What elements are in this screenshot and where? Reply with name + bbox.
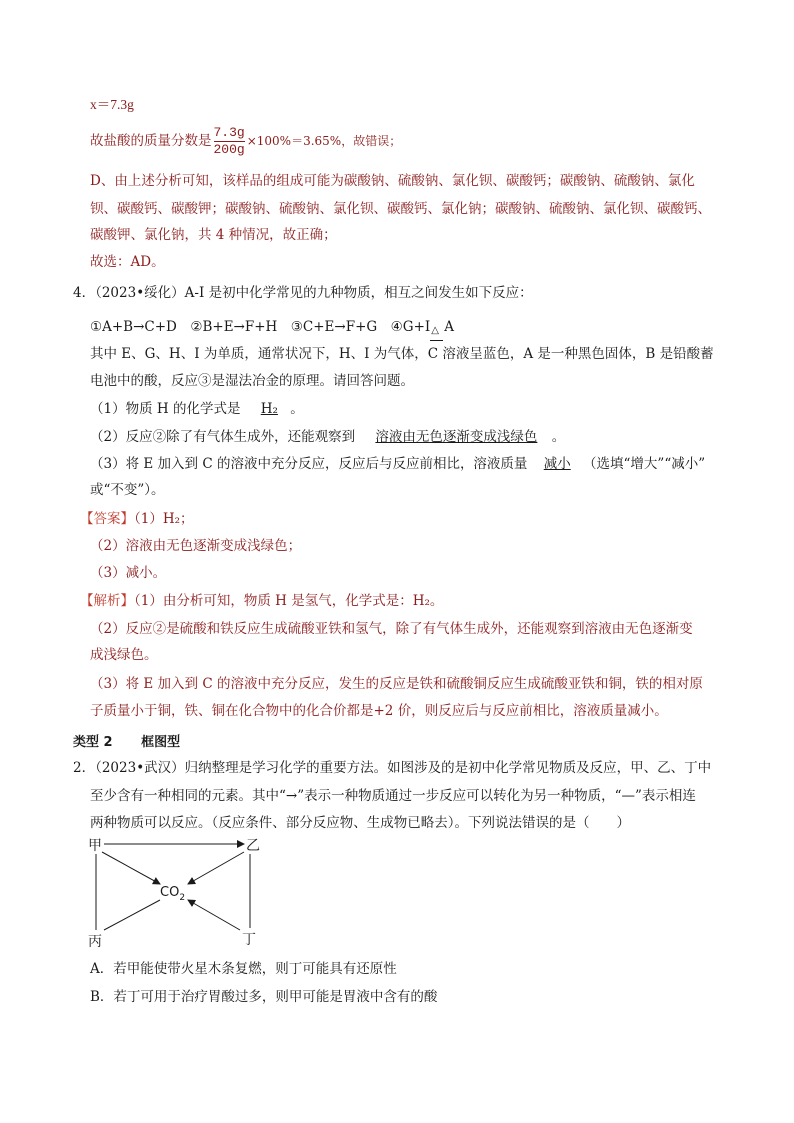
q4-reactions (90, 318, 454, 336)
section-name: 框图型 (141, 735, 181, 750)
answer-1: （1）H₂； (134, 511, 194, 527)
q4-sub1-answer: H₂ (260, 401, 278, 417)
analysis-2a: （2）反应②是硫酸和铁反应生成硫酸亚铁和氢气，除了有气体生成外，还能观察到溶液由无色逐渐变 (90, 621, 693, 637)
q4-sub1-prompt: （1）物质 H 的化学式是 (90, 401, 241, 417)
option-d-line-2: 钡、碳酸钙、碳酸钾；碳酸钠、硫酸钠、氯化钡、碳酸钙、氯化钠；碳酸钠、硫酸钠、氯化钡、碳酸钙、 (90, 201, 711, 217)
q4-sub1-end: 。 (290, 401, 304, 417)
option-d-line-1: D、由上述分析可知，该样品的组成可能为碳酸钠、硫酸钠、氯化钡、碳酸钙；碳酸钠、硫酸钠、氯化 (90, 173, 695, 189)
answer-tag: 【答案】 (80, 511, 134, 527)
analysis-1: （1）由分析可知，物质 H 是氢气，化学式是：H₂。 (134, 593, 444, 609)
q4-sub3 (90, 455, 705, 473)
q4-sub2 (90, 428, 565, 446)
co2-label: CO (160, 885, 180, 900)
q4-sub2-answer: 溶液由无色逐渐变成浅绿色 (375, 429, 538, 445)
analysis-2b: 成浅绿色。 (90, 647, 158, 663)
mass-fraction-prefix: 故盐酸的质量分数是 (90, 133, 212, 149)
analysis-3a: （3）将 E 加入到 C 的溶液中充分反应，发生的反应是铁和硫酸铜反应生成硫酸亚铁和铜，铁的相对原 (90, 676, 703, 692)
q4-reaction-tail: A (444, 319, 454, 335)
q2-stem-line-3: 两种物质可以反应。（反应条件、部分反应物、生成物已略去）。下列说法错误的是（ ） (90, 815, 630, 831)
link-co2-bing (104, 900, 160, 930)
q2-stem-line-1: 2．（2023•武汉）归纳整理是学习化学的重要方法。如图涉及的是初中化学常见物质及反应，甲、乙、丁中 (73, 760, 712, 776)
q4-sub3-prompt: （3）将 E 加入到 C 的溶液中充分反应，反应后与反应前相比，溶液质量 (90, 456, 528, 472)
section-label: 类型 2 (73, 735, 113, 750)
q4-stem: 4．（2023•绥化）A-I 是初中化学常见的九种物质，相互之间发生如下反应： (73, 285, 533, 301)
q2-option-a: A．若甲能使带火星木条复燃，则丁可能具有还原性 (90, 961, 397, 977)
arrow-jia-to-co2 (102, 852, 160, 884)
q4-answer-line-1 (80, 510, 194, 528)
arrow-yi-to-co2 (188, 852, 244, 884)
choose-line: 故选：AD。 (90, 254, 165, 270)
q2-stem-line-2: 至少含有一种相同的元素。其中“→”表示一种物质通过一步反应可以转化为另一种物质，“—”表示相连 (90, 788, 696, 804)
fraction-numerator: 7.3g (213, 124, 245, 140)
q4-analysis-line-1 (80, 592, 443, 610)
node-jia: 甲 (88, 838, 102, 854)
heat-arrow-line (430, 340, 443, 341)
analysis-tag: 【解析】 (80, 593, 134, 609)
q2-option-b: B．若丁可用于治疗胃酸过多，则甲可能是胃液中含有的酸 (90, 989, 438, 1005)
q4-desc-line-1: 其中 E、G、H、I 为单质，通常状况下，H、I 为气体，C 溶液呈蓝色，A 是一种黑色固体，B 是铅酸蓄 (90, 346, 714, 362)
relation-diagram (84, 834, 274, 952)
q4-sub3-line-2: 或“不变”）。 (90, 482, 165, 498)
co2-subscript: 2 (179, 893, 186, 903)
node-co2 (160, 885, 185, 903)
q4-sub2-end: 。 (551, 429, 566, 445)
answer-2: （2）溶液由无色逐渐变成浅绿色； (90, 538, 302, 554)
arrow-ding-to-co2 (188, 900, 240, 930)
q4-sub2-prompt: （2）反应②除了有气体生成外，还能观察到 (90, 429, 356, 445)
answer-3: （3）减小。 (90, 565, 167, 581)
section-heading (73, 731, 180, 750)
analysis-3b: 子质量小于铜，铁、铜在化合物中的化合价都是+2 价，则反应后与反应前相比，溶液质量减小。 (90, 703, 668, 719)
mass-fraction (214, 125, 245, 158)
node-ding: 丁 (242, 932, 256, 948)
node-yi: 乙 (246, 838, 260, 854)
fraction-denominator: 200g (213, 141, 245, 157)
q4-sub3-options: （选填“增大”“减小” (583, 456, 706, 472)
result-x-line: x＝7.3g (90, 97, 134, 112)
delta-icon: △ (431, 325, 439, 336)
q4-sub1 (90, 400, 304, 418)
q4-sub3-answer: 减小 (543, 456, 571, 472)
mass-fraction-suffix: ×100%＝3.65%，故错误； (246, 134, 402, 148)
q4-reaction-list: ①A+B→C+D ②B+E→F+H ③C+E→F+G ④G+I (90, 319, 431, 335)
option-d-line-3: 碳酸钾、氯化钠，共 4 种情况，故正确； (90, 227, 337, 243)
node-bing: 丙 (88, 934, 102, 950)
mass-fraction-line (90, 124, 401, 158)
q4-desc-line-2: 电池中的酸，反应③是湿法冶金的原理。请回答问题。 (90, 373, 414, 389)
